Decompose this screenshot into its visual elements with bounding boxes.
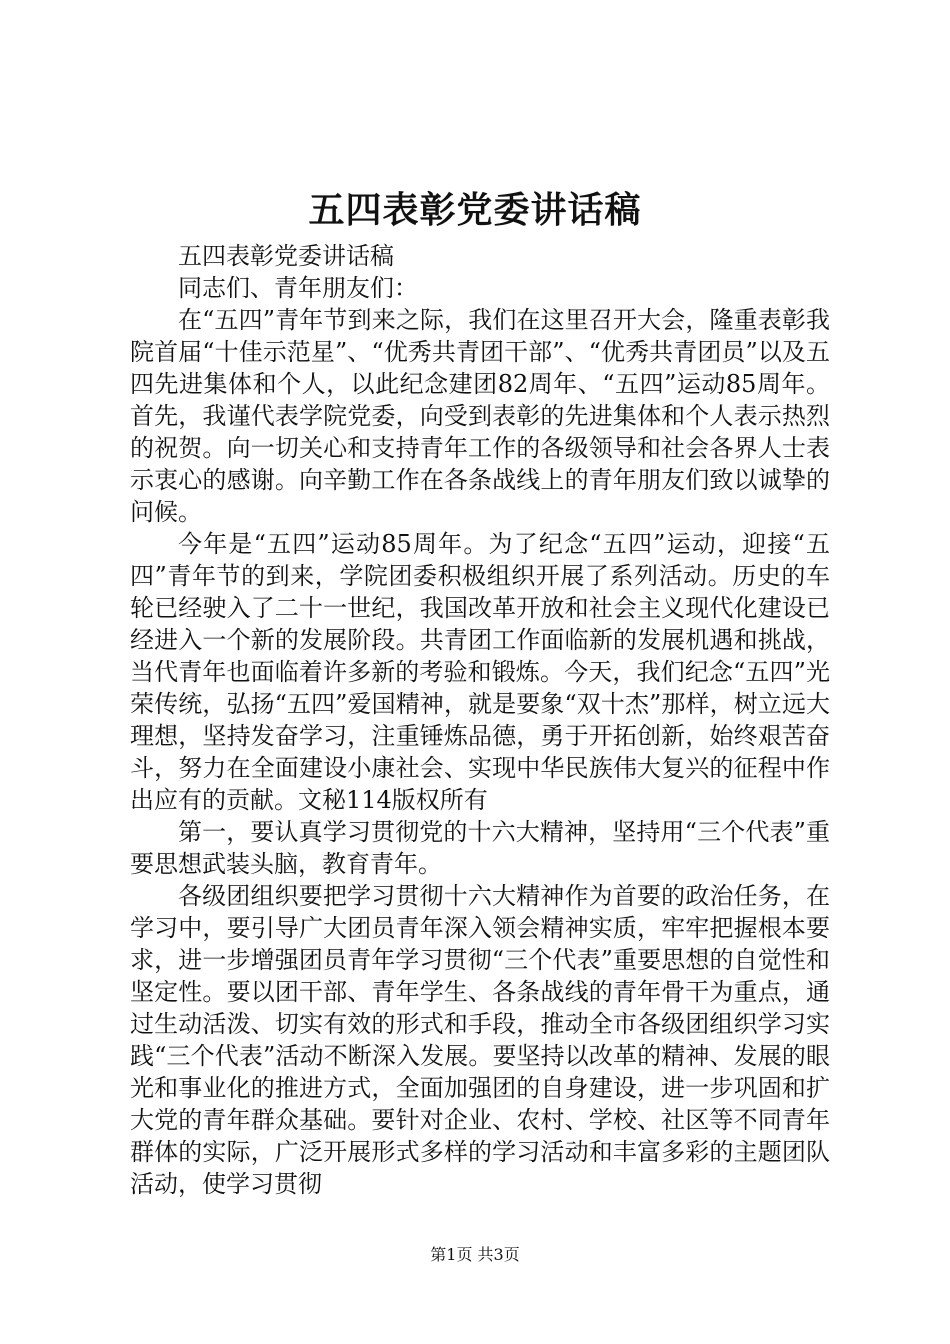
paragraph: 各级团组织要把学习贯彻十六大精神作为首要的政治任务，在学习中，要引导广大团员青年深入领会精神实质，牢牢把握根本要求，进一步增强团员青年学习贯彻“三个代表”重要思想的自觉性和坚定性。要以团干部、青年学生、各条战线的青年骨干为重点，通过生动活泼、切实有效的形式和手段，推动全市各级团组织学习实践“三个代表”活动不断深入发展。要坚持以改革的精神、发展的眼光和事业化的推进方式，全面加强团的自身建设，进一步巩固和扩大党的青年群众基础。要针对企业、农村、学校、社区等不同青年群体的实际，广泛开展形式多样的学习活动和丰富多彩的主题团队活动，使学习贯彻	[130, 882, 830, 1198]
page-footer: 第1页 共3页	[430, 1245, 520, 1264]
paragraph: 今年是“五四”运动85周年。为了纪念“五四”运动，迎接“五四”青年节的到来，学院团委积极组织开展了系列活动。历史的车轮已经驶入了二十一世纪，我国改革开放和社会主义现代化建设已经进入一个新的发展阶段。共青团工作面临新的发展机遇和挑战，当代青年也面临着许多新的考验和锻炼。今天，我们纪念“五四”光荣传统，弘扬“五四”爱国精神，就是要象“双十杰”那样，树立远大理想，坚持发奋学习，注重锤炼品德，勇于开拓创新，始终艰苦奋斗，努力在全面建设小康社会、实现中华民族伟大复兴的征程中作出应有的贡献。文秘114版权所有	[130, 530, 830, 814]
paragraph-salutation: 同志们、青年朋友们：	[178, 274, 418, 302]
document-body	[130, 240, 830, 1200]
document-title: 五四表彰党委讲话稿	[308, 189, 642, 231]
paragraph: 在“五四”青年节到来之际，我们在这里召开大会，隆重表彰我院首届“十佳示范星”、“优秀共青团干部”、“优秀共青团员”以及五四先进集体和个人，以此纪念建团82周年、“五四”运动85周年。首先，我谨代表学院党委，向受到表彰的先进集体和个人表示热烈的祝贺。向一切关心和支持青年工作的各级领导和社会各界人士表示衷心的感谢。向辛勤工作在各条战线上的青年朋友们致以诚挚的问候。	[130, 306, 830, 526]
paragraph: 第一，要认真学习贯彻党的十六大精神，坚持用“三个代表”重要思想武装头脑，教育青年。	[130, 818, 830, 878]
paragraph-subtitle: 五四表彰党委讲话稿	[178, 242, 394, 270]
